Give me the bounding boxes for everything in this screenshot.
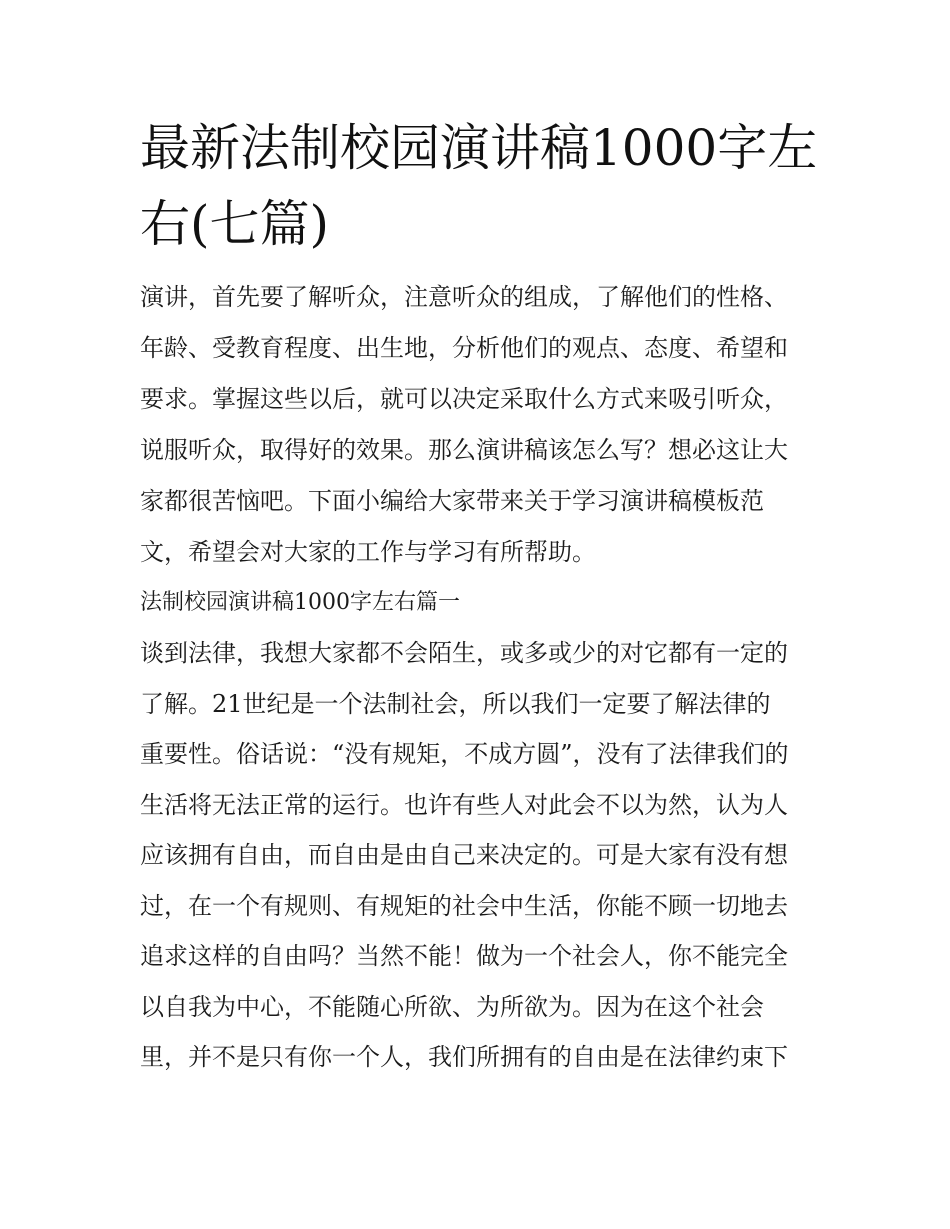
intro-line: 年龄、受教育程度、出生地，分析他们的观点、态度、希望和 (140, 334, 788, 362)
section-heading: 法制校园演讲稿1000字左右篇一 (140, 590, 460, 615)
body-paragraph (140, 628, 815, 1083)
intro-line: 演讲，首先要了解听众，注意听众的组成，了解他们的性格、 (140, 283, 788, 311)
body-line: 重要性。俗话说：“没有规矩，不成方圆”，没有了法律我们的 (140, 740, 789, 768)
document-title (140, 110, 818, 262)
body-line: 以自我为中心，不能随心所欲、为所欲为。因为在这个社会 (140, 992, 764, 1021)
title-line: 最新法制校园演讲稿1000字左 (140, 119, 818, 177)
intro-line: 说服听众，取得好的效果。那么演讲稿该怎么写？想必这让大 (140, 436, 788, 464)
document-content (140, 110, 818, 1083)
intro-paragraph (140, 262, 815, 578)
intro-line: 要求。掌握这些以后，就可以决定采取什么方式来吸引听众， (140, 385, 788, 413)
body-line: 里，并不是只有你一个人，我们所拥有的自由是在法律约束下 (140, 1043, 788, 1071)
body-line: 生活将无法正常的运行。也许有些人对此会不以为然，认为人 (140, 790, 788, 819)
intro-line: 文，希望会对大家的工作与学习有所帮助。 (140, 538, 596, 566)
body-line: 了解。21世纪是一个法制社会，所以我们一定要了解法律的 (140, 689, 771, 718)
body-line: 应该拥有自由，而自由是由自己来决定的。可是大家有没有想 (140, 841, 788, 869)
intro-line: 家都很苦恼吧。下面小编给大家带来关于学习演讲稿模板范 (140, 487, 764, 515)
body-line: 谈到法律，我想大家都不会陌生，或多或少的对它都有一定的 (140, 639, 788, 667)
body-line: 追求这样的自由吗？当然不能！做为一个社会人，你不能完全 (140, 942, 788, 970)
title-line: 右(七篇) (140, 195, 330, 253)
body-line: 过，在一个有规则、有规矩的社会中生活，你能不顾一切地去 (140, 891, 788, 920)
